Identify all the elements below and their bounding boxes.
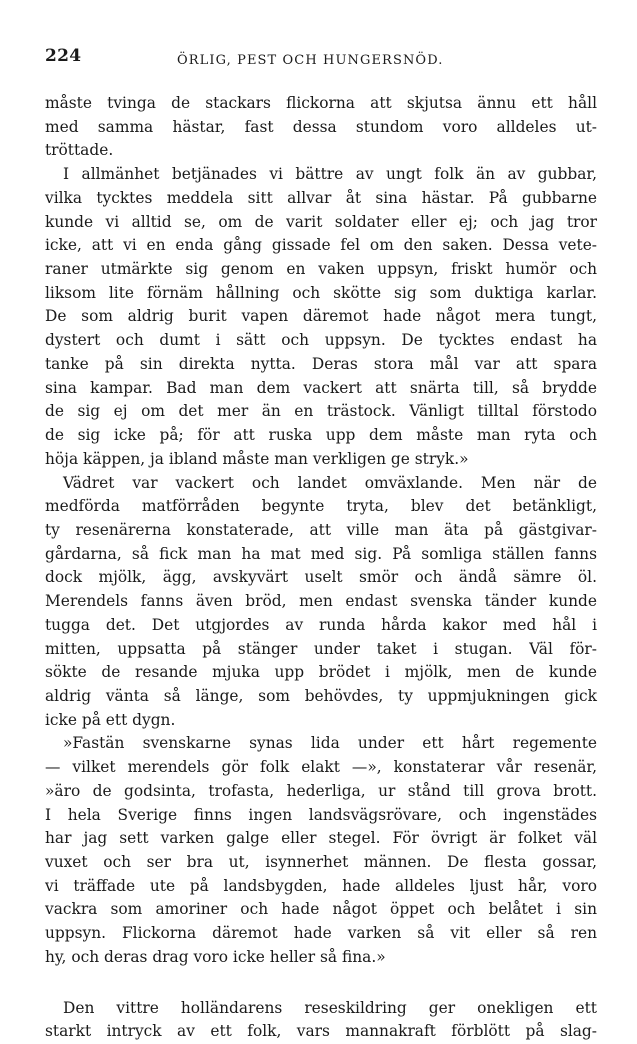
text-line: mitten, uppsatta på stänger under taket i stugan. Väl för- [45,639,597,658]
text-line: — vilket merendels gör folk elakt —», konstaterar vår resenär, [45,758,597,777]
text-line: Vädret var vackert och landet omväxlande. Men när de [63,473,597,492]
text-line: De som aldrig burit vapen däremot hade något mera tungt, [45,307,597,326]
text-line: ty resenärerna konstaterade, att ville man äta på gästgivar- [45,520,597,539]
text-line: hy, och deras drag voro icke heller så fina.» [45,947,386,966]
text-line: har jag sett varken galge eller stegel. För övrigt är folket väl [45,829,597,848]
text-line: tugga det. Det utgjordes av runda hårda kakor med hål i [45,615,597,634]
text-line: måste tvinga de stackars flickorna att skjutsa ännu ett håll [45,94,597,112]
text-line: vilka tycktes meddela sitt allvar åt sina hästar. På gubbarne [45,188,597,207]
text-line: vuxet och ser bra ut, isynnerhet männen. De flesta gossar, [45,853,597,871]
text-line: liksom lite förnäm hållning och skötte sig som duktiga karlar. [45,283,597,302]
paragraph [45,163,597,471]
text-line: raner utmärkte sig genom en vaken uppsyn, friskt humör och [45,260,597,279]
paragraph [45,92,597,163]
text-line: tanke på sin direkta nytta. Deras stora mål var att spara [45,354,597,373]
running-title: ÖRLIG, PEST OCH HUNGERSNÖD. [177,53,444,68]
text-line: vi träffade ute på landsbygden, hade alldeles ljust hår, voro [45,876,597,895]
text-line: Den vittre holländarens reseskildring ger onekligen ett [63,998,597,1017]
text-line: sökte de resande mjuka upp brödet i mjölk, men de kunde [45,663,597,682]
text-line: icke, att vi en enda gång gissade fel om den saken. Dessa vete- [45,236,597,255]
text-line: starkt intryck av ett folk, vars mannakraft förblött på slag- [45,1022,597,1041]
text-line: dock mjölk, ägg, avskyvärt uselt smör och ändå sämre öl. [45,568,597,587]
text-line: »Fastän svenskarne synas lida under ett hårt regemente [63,734,597,753]
text-line: de sig icke på; för att ruska upp dem måste man ryta och [45,426,597,445]
text-line: kunde vi alltid se, om de varit soldater eller ej; och jag tror [45,212,597,231]
text-line: icke på ett dygn. [45,710,176,729]
text-line: vackra som amoriner och hade något öppet och belåtet i sin [45,900,597,919]
text-line: de sig ej om det mer än en trästock. Vänligt tilltal förstodo [45,402,597,421]
text-line: medförda matförråden begynte tryta, blev det betänkligt, [45,497,597,516]
paragraph [45,732,597,969]
text-line: sina kampar. Bad man dem vackert att snärta till, så brydde [45,378,597,397]
paragraph [45,472,597,733]
paragraph [45,997,597,1044]
text-line: aldrig vänta så länge, som behövdes, ty uppmjukningen gick [45,686,597,705]
text-line: »äro de godsinta, trofasta, hederliga, ur stånd till grova brott. [45,781,597,800]
text-line: Merendels fanns även bröd, men endast svenska tänder kunde [45,592,597,611]
body-text [45,92,597,1044]
text-line: dystert och dumt i sätt och uppsyn. De tycktes endast ha [45,331,597,350]
text-line: uppsyn. Flickorna däremot hade varken så vit eller så ren [45,924,597,943]
page-number: 224 [45,46,82,66]
text-line: tröttade. [45,141,114,160]
text-line: med samma hästar, fast dessa stundom voro alldeles ut- [45,117,597,136]
page-header [45,46,597,70]
text-line: gårdarna, så fick man ha mat med sig. På somliga ställen fanns [45,544,597,563]
text-line: höja käppen, ja ibland måste man verkligen ge stryk.» [45,449,469,468]
text-line: I allmänhet betjänades vi bättre av ungt folk än av gubbar, [63,165,597,184]
paragraph-spacer [45,970,597,997]
text-line: I hela Sverige finns ingen landsvägsrövare, och ingenstädes [45,805,597,824]
